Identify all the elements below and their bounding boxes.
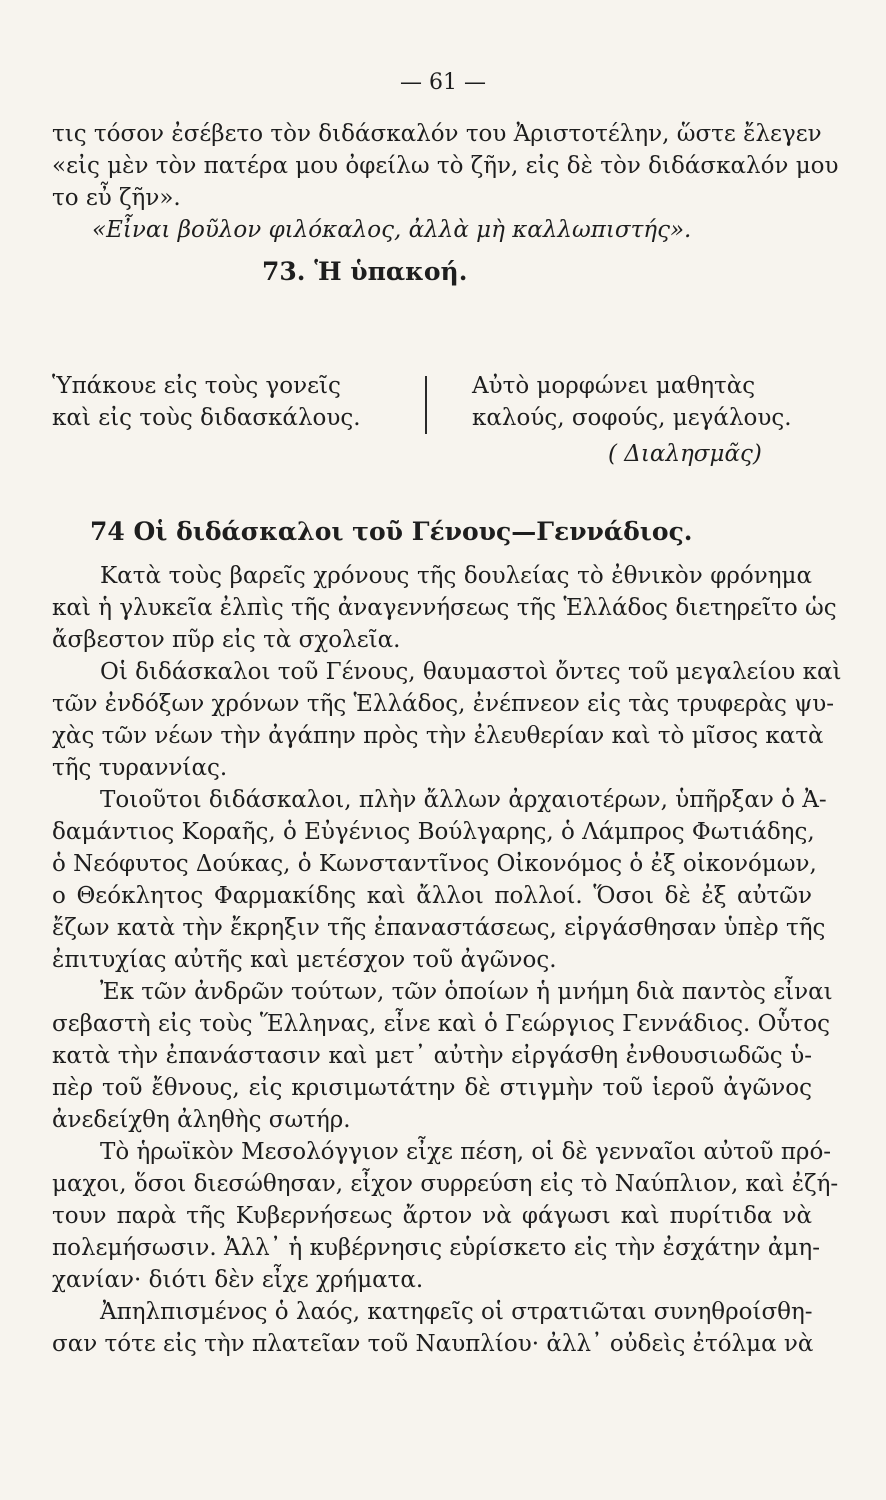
page-number: — 61 —: [400, 70, 486, 95]
body-line: ἄσβεστον πῦρ εἰς τὰ σχολεῖα.: [52, 627, 401, 653]
poem-line: καλούς, σοφούς, μεγάλους.: [472, 405, 792, 431]
intro-line: το εὖ ζῆν».: [52, 185, 181, 211]
body-line: ἔζων κατὰ τὴν ἔκρηξιν τῆς ἐπαναστάσεως, εἰργάσθησαν ὑπὲρ τῆς: [52, 915, 826, 941]
body-line: σαν τότε εἰς τὴν πλατεῖαν τοῦ Ναυπλίου· ἀλλ᾽ οὐδεὶς ἐτόλμα νὰ: [52, 1331, 814, 1357]
body-line: πὲρ τοῦ ἔθνους, εἰς κρισιμωτάτην δὲ στιγμὴν τοῦ ἱεροῦ ἀγῶνος: [52, 1075, 812, 1101]
poem-attribution: ( Διαλησμᾶς): [608, 441, 762, 467]
body-line: ἐπιτυχίας αὐτῆς καὶ μετέσχον τοῦ ἀγῶνος.: [52, 947, 557, 973]
body-line: μαχοι, ὅσοι διεσώθησαν, εἶχον συρρεύση εἰς τὸ Ναύπλιον, καὶ ἐζή-: [52, 1171, 839, 1197]
intro-block: [52, 118, 839, 288]
body-line: πολεμήσωσιν. Ἀλλ᾽ ἡ κυβέρνησις εὑρίσκετο εἰς τὴν ἐσχάτην ἀμη-: [52, 1235, 820, 1261]
body-line: τῆς τυραννίας.: [52, 755, 228, 781]
section-73-heading: 73. Ἡ ὑπακοή.: [262, 257, 468, 286]
poem-line: καὶ εἰς τοὺς διδασκάλους.: [52, 405, 361, 431]
proverb: «Εἶναι βοῦλον φιλόκαλος, ἀλλὰ μὴ καλλωπιστής».: [92, 217, 692, 243]
poem-line: Ὑπάκουε εἰς τοὺς γονεῖς: [52, 373, 341, 399]
body-line: χὰς τῶν νέων τὴν ἀγάπην πρὸς τὴν ἐλευθερίαν καὶ τὸ μῖσος κατὰ: [52, 723, 824, 749]
body-line: τουν παρὰ τῆς Κυβερνήσεως ἄρτον νὰ φάγωσι καὶ πυρίτιδα νὰ: [52, 1203, 812, 1229]
body-line: κατὰ τὴν ἐπανάστασιν καὶ μετ᾽ αὐτὴν εἰργάσθη ἐνθουσιωδῶς ὑ-: [52, 1043, 812, 1069]
section-74-heading: 74 Οἱ διδάσκαλοι τοῦ Γένους—Γεννάδιος.: [90, 517, 693, 546]
body-line: καὶ ἡ γλυκεῖα ἐλπὶς τῆς ἀναγεννήσεως τῆς Ἑλλάδος διετηρεῖτο ὡς: [52, 595, 837, 621]
body-line: δαμάντιος Κοραῆς, ὁ Εὐγένιος Βούλγαρης, ὁ Λάμπρος Φωτιάδης,: [52, 819, 815, 845]
body-line: σεβαστὴ εἰς τοὺς Ἕλληνας, εἶνε καὶ ὁ Γεώργιος Γεννάδιος. Οὗτος: [52, 1011, 830, 1037]
poem-divider: [425, 376, 427, 434]
body-line: Ἀπηλπισμένος ὁ λαός, κατηφεῖς οἱ στρατιῶται συνηθροίσθη-: [100, 1299, 813, 1325]
body-line: χανίαν· διότι δὲν εἶχε χρήματα.: [52, 1267, 424, 1293]
body-line: Ἐκ τῶν ἀνδρῶν τούτων, τῶν ὁποίων ἡ μνήμη διὰ παντὸς εἶναι: [100, 979, 833, 1005]
intro-line: τις τόσον ἐσέβετο τὸν διδάσκαλόν του Ἀριστοτέλην, ὥστε ἔλεγεν: [52, 121, 822, 147]
body-line: ὁ Νεόφυτος Δούκας, ὁ Κωνσταντῖνος Οἰκονόμος ὁ ἐξ οἰκονόμων,: [52, 851, 817, 877]
body-line: Τὸ ἡρωϊκὸν Μεσολόγγιον εἶχε πέση, οἱ δὲ γενναῖοι αὐτοῦ πρό-: [100, 1139, 832, 1165]
intro-line: «εἰς μὲν τὸν πατέρα μου ὀφείλω τὸ ζῆν, εἰς δὲ τὸν διδάσκαλόν μου: [52, 153, 839, 179]
body-line: ἀνεδείχθη ἀληθὴς σωτήρ.: [52, 1107, 351, 1133]
body-text: [52, 560, 842, 1360]
poem-left-column: [52, 370, 361, 434]
body-line: Οἱ διδάσκαλοι τοῦ Γένους, θαυμαστοὶ ὄντες τοῦ μεγαλείου καὶ: [100, 659, 842, 685]
body-line: τῶν ἐνδόξων χρόνων τῆς Ἑλλάδος, ἐνέπνεον εἰς τὰς τρυφερὰς ψυ-: [52, 691, 835, 717]
body-line: Κατὰ τοὺς βαρεῖς χρόνους τῆς δουλείας τὸ ἐθνικὸν φρόνημα: [100, 563, 812, 589]
poem-line: Αὐτὸ μορφώνει μαθητὰς: [472, 373, 756, 399]
body-line: ο Θεόκλητος Φαρμακίδης καὶ ἄλλοι πολλοί. Ὅσοι δὲ ἐξ αὐτῶν: [52, 883, 812, 909]
poem-right-column: [472, 370, 792, 434]
body-line: Τοιοῦτοι διδάσκαλοι, πλὴν ἄλλων ἀρχαιοτέρων, ὑπῆρξαν ὁ Ἀ-: [100, 787, 827, 813]
